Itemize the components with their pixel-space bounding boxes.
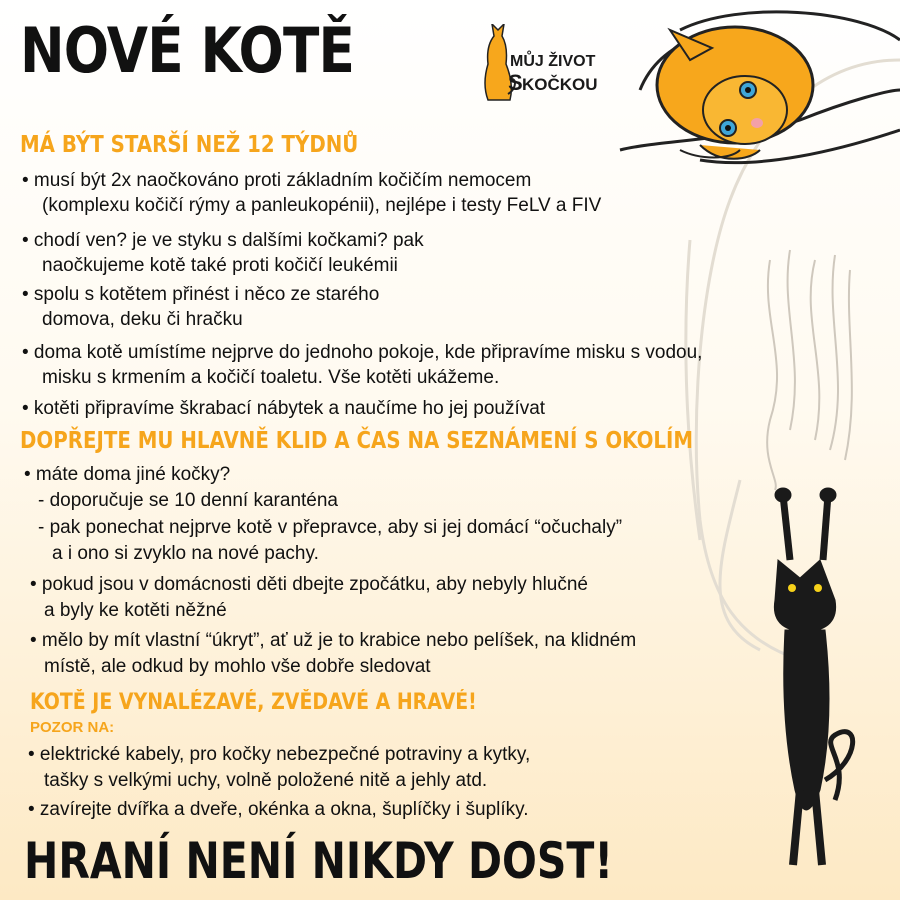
list-item-cont: tašky s velkými uchy, volně položené nitě a jehly atd. (44, 770, 488, 791)
list-item: • chodí ven? je ve styku s dalšími kočkami? pak (22, 230, 424, 251)
list-item-cont: misku s krmením a kočičí toaletu. Vše kotěti ukážeme. (42, 367, 500, 388)
section-heading-age: MÁ BÝT STARŠÍ NEŽ 12 TÝDNŮ (20, 132, 359, 158)
section-heading-curious: KOTĚ JE VYNALÉZAVÉ, ZVĚDAVÉ A HRAVÉ! (30, 690, 477, 715)
list-item: • zavírejte dvířka a dveře, okénka a okna, šuplíčky i šuplíky. (28, 799, 529, 820)
list-item-cont: místě, ale odkud by mohlo vše dobře sledovat (44, 656, 431, 677)
footer-slogan: HRANÍ NENÍ NIKDY DOST! (24, 832, 614, 890)
scratch-marks (767, 250, 852, 490)
list-item: • doma kotě umístíme nejprve do jednoho pokoje, kde připravíme misku s vodou, (22, 342, 703, 363)
list-item-cont: naočkujeme kotě také proti kočičí leukémii (42, 255, 398, 276)
list-item-cont: a i ono si zvyklo na nové pachy. (52, 543, 319, 564)
list-item-cont: (komplexu kočičí rýmy a panleukopénii), nejlépe i testy FeLV a FIV (42, 195, 602, 216)
list-subitem: - pak ponechat nejprve kotě v přepravce, aby si jej domácí “očuchaly” (38, 517, 623, 538)
logo-s: S (508, 70, 523, 95)
list-item: • pokud jsou v domácnosti děti dbejte zpočátku, aby nebyly hlučné (30, 574, 588, 595)
list-item: • musí být 2x naočkováno proti základním kočičím nemocem (22, 170, 532, 191)
list-item-cont: domova, deku či hračku (42, 309, 243, 330)
brand-logo (478, 24, 628, 104)
list-item: • spolu s kotětem přinést i něco ze starého (22, 284, 380, 305)
list-item: • elektrické kabely, pro kočky nebezpečné potraviny a kytky, (28, 744, 531, 765)
list-item: • mělo by mít vlastní “úkryt”, ať už je to krabice nebo pelíšek, na klidném (30, 630, 637, 651)
list-item-cont: a byly ke kotěti něžné (44, 600, 227, 621)
orange-kitten-illustration (657, 27, 813, 159)
list-subitem: - doporučuje se 10 denní karanténa (38, 490, 338, 511)
logo-line-1: MŮJ ŽIVOT (510, 53, 596, 70)
section-subheading-warning: POZOR NA: (30, 719, 115, 736)
list-item: • kotěti připravíme škrabací nábytek a naučíme ho jej používat (22, 398, 546, 419)
list-item: • máte doma jiné kočky? (24, 464, 231, 485)
black-cat-illustration (774, 488, 852, 865)
page-title: NOVÉ KOTĚ (20, 14, 355, 87)
section-heading-calm: DOPŘEJTE MU HLAVNĚ KLID A ČAS NA SEZNÁMENÍ S OKOLÍM (20, 428, 694, 454)
logo-line-2: KOČKOU (522, 75, 598, 94)
